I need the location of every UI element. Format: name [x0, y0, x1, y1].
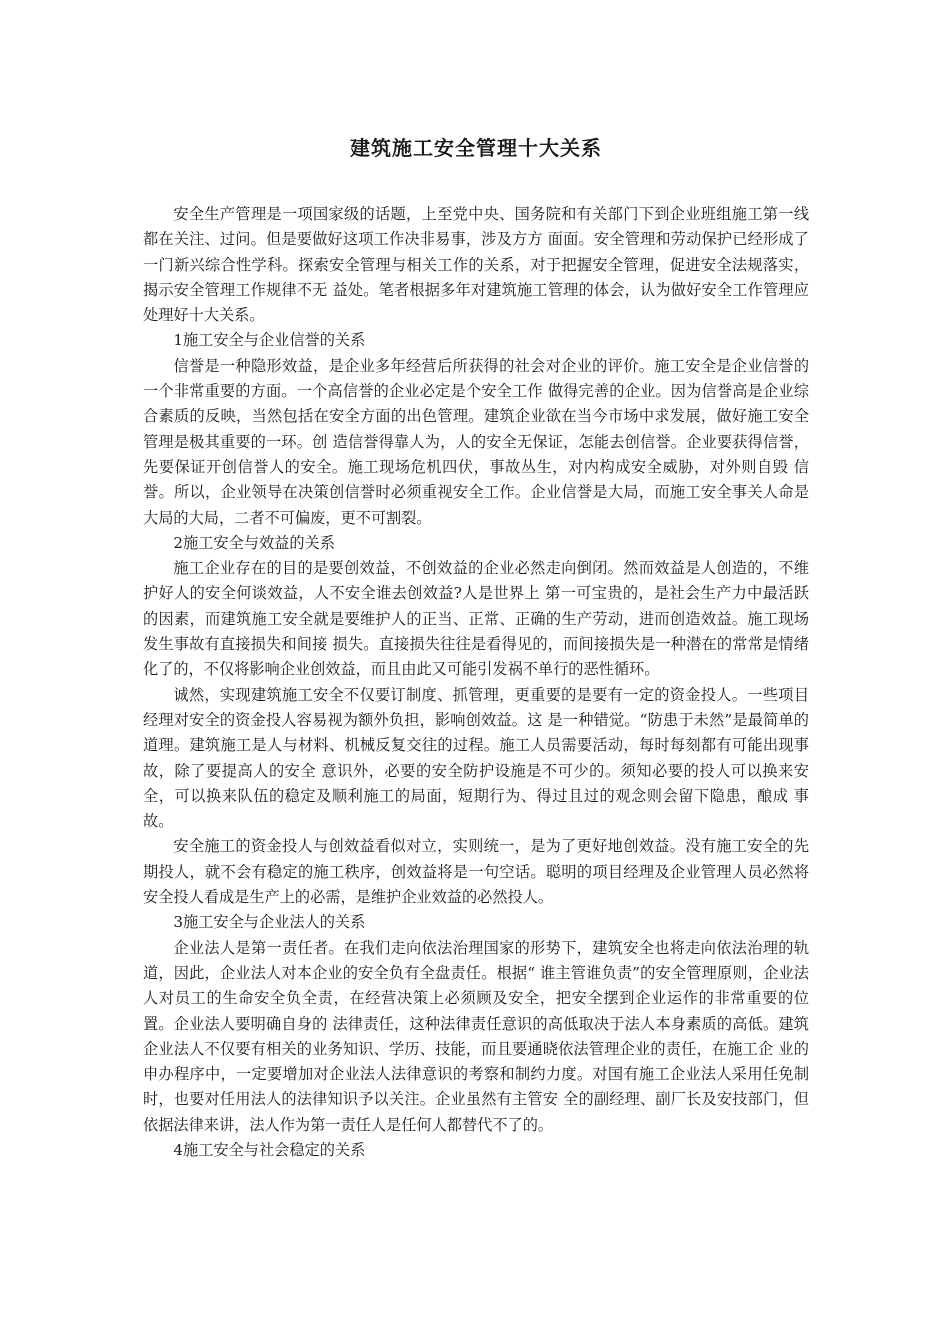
- document-title: 建筑施工安全管理十大关系: [350, 136, 602, 160]
- section-2-paragraph-3: 安全施工的资金投人与创效益看似对立，实则统一，是为了更好地创效益。没有施工安全的先期投人，就不会有稳定的施工秩序，创效益将是一句空话。聪明的项目经理及企业管理人员必然将安全投人看成是生产上的必需，是维护企业效益的必然投人。: [143, 837, 809, 907]
- section-1-paragraph: 信誉是一种隐形效益，是企业多年经营后所获得的社会对企业的评价。施工安全是企业信誉的一个非常重要的方面。一个高信誉的企业必定是个安全工作 做得完善的企业。因为信誉高是企业综合素质的反映，当然包括在安全方面的出色管理。建筑企业欲在当今市场中求发展，做好施工安全管理是极其重要的一环。创 造信誉得靠人为，人的安全无保证，怎能去创信誉。企业要获得信誉，先要保证开创信誉人的安全。施工现场危机四伏，事故丛生，对内构成安全威胁，对外则自毁 信誉。所以，企业领导在决策创信誉时必须重视安全工作。企业信誉是大局，而施工安全事关人命是大局的大局，二者不可偏废，更不可割裂。: [143, 356, 809, 527]
- section-3-paragraph: 企业法人是第一责任者。在我们走向依法治理国家的形势下，建筑安全也将走向依法治理的轨道，因此，企业法人对本企业的安全负有全盘责任。根据“ 谁主管谁负责”的安全管理原则，企业法人对员工的生命安全负全责，在经营决策上必须顾及安全，把安全摆到企业运作的非常重要的位置。企业法人要明确自身的 法律责任，这种法律责任意识的高低取决于法人本身素质的高低。建筑企业法人不仅要有相关的业务知识、学历、技能，而且要通晓依法管理企业的责任，在施工企 业的申办程序中，一定要增加对企业法人法律意识的考察和制约力度。对国有施工企业法人采用任免制时，也要对任用法人的法律知识予以关注。企业虽然有主管安 全的副经理、副厂长及安技部门，但依据法律来讲，法人作为第一责任人是任何人都替代不了的。: [143, 938, 809, 1134]
- section-heading-2: 2施工安全与效益的关系: [173, 533, 335, 552]
- section-heading-3: 3施工安全与企业法人的关系: [173, 913, 366, 932]
- intro-paragraph: 安全生产管理是一项国家级的话题，上至党中央、国务院和有关部门下到企业班组施工第一线都在关注、过问。但是要做好这项工作决非易事，涉及方方 面面。安全管理和劳动保护已经形成了一门新兴综合性学科。探索安全管理与相关工作的关系，对于把握安全管理，促进安全法规落实，揭示安全管理工作规律不无 益处。笔者根据多年对建筑施工管理的体会，认为做好安全工作管理应处理好十大关系。: [143, 205, 809, 325]
- section-heading-1: 1施工安全与企业信誉的关系: [173, 331, 366, 350]
- document-body: [143, 202, 809, 1163]
- section-2-paragraph-1: 施工企业存在的目的是要创效益，不创效益的企业必然走向倒闭。然而效益是人创造的，不维护好人的安全何谈效益，人不安全谁去创效益?人是世界上 第一可宝贵的，是社会生产力中最活跃的因素，而建筑施工安全就是要维护人的正当、正常、正确的生产劳动，进而创造效益。施工现场发生事故有直接损失和间接 损失。直接损失往往是看得见的，而间接损失是一种潜在的常常是情绪化了的，不仅将影响企业创效益，而且由此又可能引发祸不单行的恶性循环。: [143, 559, 809, 679]
- section-heading-4: 4施工安全与社会稳定的关系: [173, 1140, 366, 1159]
- document-page: [143, 134, 809, 1163]
- section-2-paragraph-2: 诚然，实现建筑施工安全不仅要订制度、抓管理，更重要的是要有一定的资金投人。一些项目经理对安全的资金投人容易视为额外负担，影响创效益。这 是一种错觉。“防患于未然”是最简单的道理。建筑施工是人与材料、机械反复交往的过程。施工人员需要活动，每时每刻都有可能出现事故，除了要提高人的安全 意识外，必要的安全防护设施是不可少的。须知必要的投人可以换来安全，可以换来队伍的稳定及顺利施工的局面，短期行为、得过且过的观念则会留下隐患，酿成 事故。: [143, 685, 809, 831]
